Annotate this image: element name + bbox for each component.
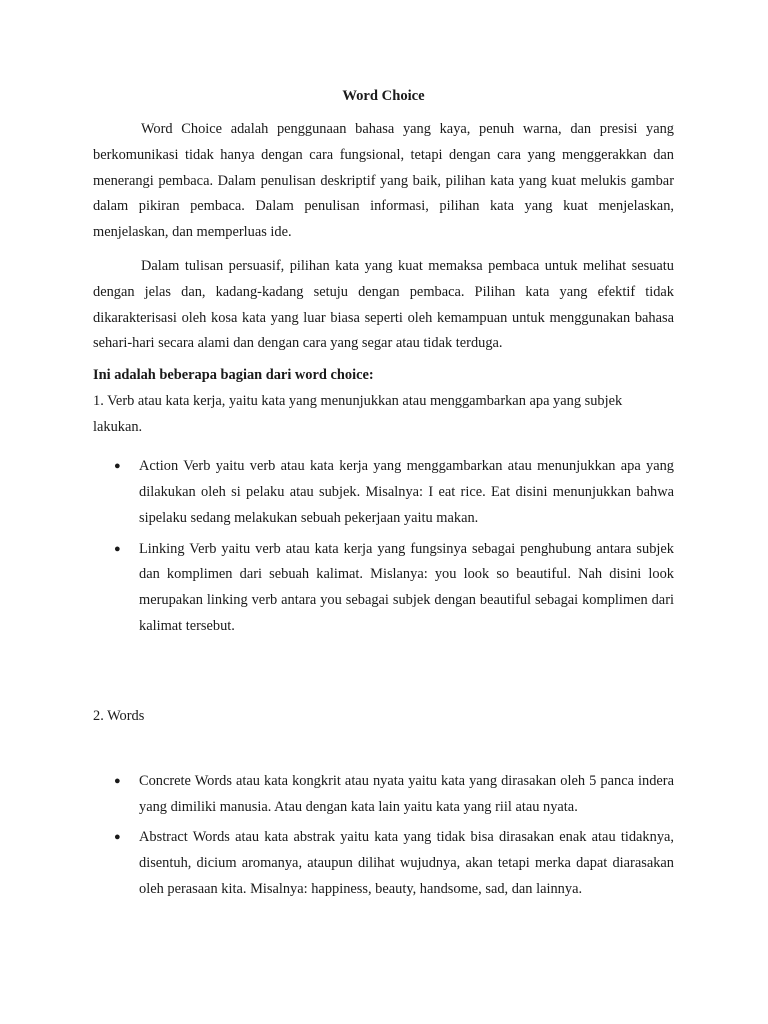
list-item-text: Abstract Words atau kata abstrak yaitu kata yang tidak bisa dirasakan enak atau tidaknya, disentuh, dicium aromanya, ataupun dilihat wujudnya, akan tetapi merka dapat diarasakan oleh perasaan kita. Misalnya: happiness, beauty, handsome, sad, dan lainnya.	[139, 829, 674, 897]
spacer	[93, 729, 674, 769]
section-1-heading: 1. Verb atau kata kerja, yaitu kata yang menunjukkan atau menggambarkan apa yang subjek lakukan.	[93, 393, 623, 436]
intro-paragraph-1: Word Choice adalah penggunaan bahasa yang kaya, penuh warna, dan presisi yang berkomunikasi tidak hanya dengan cara fungsional, tetapi dengan cara yang menggerakkan dan menerangi pembaca. Dalam penulisan deskriptif yang baik, pilihan kata yang kuat melukis gambar dalam pikiran pembaca. Dalam penulisan informasi, pilihan kata yang kuat menjelaskan, menjelaskan, dan memperluas ide.	[93, 121, 674, 241]
list-item	[114, 769, 674, 821]
list-item-text: Concrete Words atau kata kongkrit atau nyata yaitu kata yang dirasakan oleh 5 panca indera yang dimiliki manusia. Atau dengan kata lain yaitu kata yang riil atau nyata.	[139, 772, 674, 815]
list-item-text: Action Verb yaitu verb atau kata kerja yang menggambarkan atau menunjukkan apa yang dilakukan oleh si pelaku atau subjek. Misalnya: I eat rice. Eat disini menunjukkan bahwa sipelaku sedang melakukan sebuah pekerjaan yaitu makan.	[139, 458, 674, 526]
bullet-icon: ●	[114, 831, 121, 844]
list-item	[114, 825, 674, 902]
section-2-heading: 2. Words	[93, 707, 145, 724]
section-subheading: Ini adalah beberapa bagian dari word choice:	[93, 367, 374, 384]
bullet-icon: ●	[114, 774, 121, 787]
list-item-text: Linking Verb yaitu verb atau kata kerja yang fungsinya sebagai penghubung antara subjek dan komplimen dari sebuah kalimat. Mislanya: you look so beautiful. Nah disini look merupakan linking verb antara you sebagai subjek dengan beautiful sebagai komplimen dari kalimat tersebut.	[139, 540, 674, 634]
bullet-icon: ●	[114, 542, 121, 555]
list-item	[114, 454, 674, 531]
list-item	[114, 537, 674, 640]
page-title: Word Choice	[342, 88, 425, 104]
section-1-bullet-list	[93, 454, 674, 640]
spacer	[93, 645, 674, 703]
section-2-bullet-list	[93, 769, 674, 903]
intro-paragraph-2: Dalam tulisan persuasif, pilihan kata yang kuat memaksa pembaca untuk melihat sesuatu dengan jelas dan, kadang-kadang setuju dengan pembaca. Pilihan kata yang efektif tidak dikarakterisasi oleh kosa kata yang luar biasa seperti oleh kemampuan untuk menggunakan bahasa sehari-hari secara alami dan dengan cara yang segar atau tidak terduga.	[93, 257, 674, 352]
bullet-icon: ●	[114, 460, 121, 473]
